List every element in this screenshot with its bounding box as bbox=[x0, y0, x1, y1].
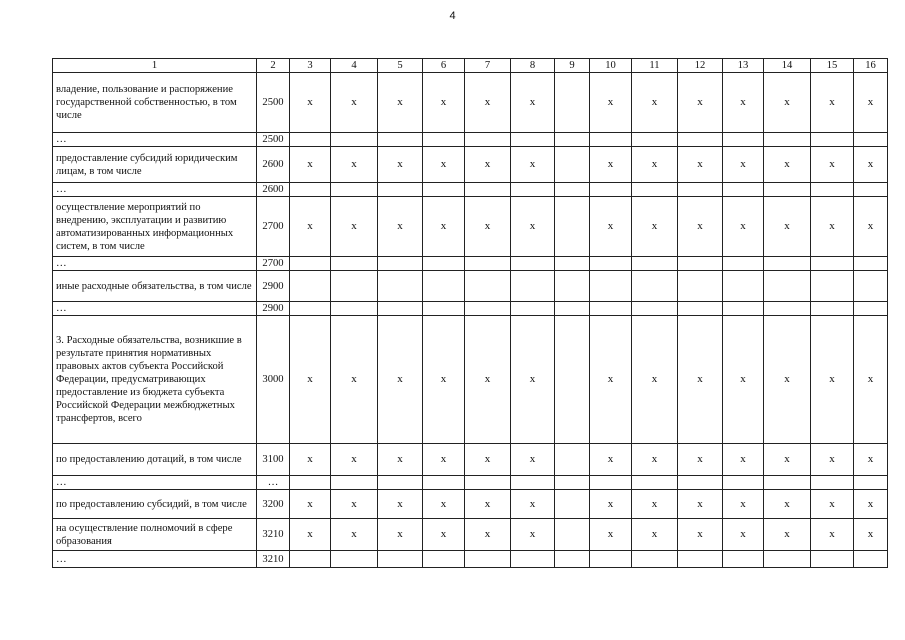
table-cell: x bbox=[423, 73, 465, 133]
table-cell bbox=[811, 476, 854, 490]
table-cell: x bbox=[764, 197, 811, 257]
table-cell bbox=[290, 133, 331, 147]
table-cell bbox=[632, 271, 678, 302]
table-cell: x bbox=[678, 197, 723, 257]
table-cell: x bbox=[511, 444, 555, 476]
column-header: 14 bbox=[764, 59, 811, 73]
table-row bbox=[53, 73, 888, 133]
table-cell: x bbox=[854, 444, 888, 476]
table-cell: x bbox=[423, 519, 465, 551]
table-cell bbox=[723, 551, 764, 568]
table-cell: x bbox=[423, 490, 465, 519]
table-cell: x bbox=[811, 444, 854, 476]
table-cell bbox=[465, 476, 511, 490]
table-cell: x bbox=[378, 73, 423, 133]
table-cell bbox=[290, 302, 331, 316]
table-cell: x bbox=[854, 147, 888, 183]
table-cell bbox=[511, 551, 555, 568]
table-cell: x bbox=[590, 444, 632, 476]
table-cell: x bbox=[465, 519, 511, 551]
table-row bbox=[53, 302, 888, 316]
table-cell: x bbox=[811, 490, 854, 519]
column-header: 6 bbox=[423, 59, 465, 73]
table-cell bbox=[764, 302, 811, 316]
table-cell bbox=[555, 444, 590, 476]
table-cell bbox=[764, 183, 811, 197]
table-cell: x bbox=[378, 444, 423, 476]
row-label: 3. Расходные обязательства, возникшие в результате принятия нормативных правовых актов субъекта Российской Федерации, предусматривающих предоставление из бюджета субъекта Российской Федерации межбюджетных трансфертов, всего bbox=[53, 316, 257, 444]
row-label: … bbox=[53, 302, 257, 316]
table-cell bbox=[678, 551, 723, 568]
row-label: предоставление субсидий юридическим лицам, в том числе bbox=[53, 147, 257, 183]
table-cell bbox=[811, 133, 854, 147]
table-cell: x bbox=[590, 197, 632, 257]
table-cell: x bbox=[590, 73, 632, 133]
row-label: владение, пользование и распоряжение государственной собственностью, в том числе bbox=[53, 73, 257, 133]
table-cell: x bbox=[632, 197, 678, 257]
table-cell: x bbox=[811, 519, 854, 551]
table-cell bbox=[764, 476, 811, 490]
table-cell bbox=[331, 302, 378, 316]
table-cell bbox=[423, 271, 465, 302]
table-cell: x bbox=[290, 490, 331, 519]
table-cell: x bbox=[423, 316, 465, 444]
table-cell: x bbox=[678, 519, 723, 551]
table-cell: x bbox=[331, 197, 378, 257]
table-cell: x bbox=[331, 519, 378, 551]
row-label: осуществление мероприятий по внедрению, эксплуатации и развитию автоматизированных информационных систем, в том числе bbox=[53, 197, 257, 257]
table-cell bbox=[555, 197, 590, 257]
table-cell: x bbox=[511, 519, 555, 551]
table-cell: x bbox=[511, 73, 555, 133]
table-cell bbox=[423, 183, 465, 197]
row-code: 2500 bbox=[257, 133, 290, 147]
table-cell bbox=[811, 257, 854, 271]
table-cell bbox=[678, 271, 723, 302]
row-label: … bbox=[53, 476, 257, 490]
table-cell bbox=[632, 183, 678, 197]
table-cell bbox=[511, 271, 555, 302]
table-cell bbox=[678, 257, 723, 271]
table-cell: x bbox=[632, 490, 678, 519]
column-header: 2 bbox=[257, 59, 290, 73]
table-cell bbox=[590, 551, 632, 568]
table-cell bbox=[331, 271, 378, 302]
table-cell bbox=[555, 302, 590, 316]
table-cell bbox=[378, 133, 423, 147]
table-row bbox=[53, 316, 888, 444]
table-cell bbox=[590, 257, 632, 271]
table-cell: x bbox=[678, 316, 723, 444]
table-row bbox=[53, 147, 888, 183]
table-cell bbox=[678, 302, 723, 316]
table-cell: x bbox=[764, 73, 811, 133]
table-cell bbox=[331, 183, 378, 197]
table-cell bbox=[854, 271, 888, 302]
table-cell bbox=[555, 73, 590, 133]
table-cell: x bbox=[465, 197, 511, 257]
column-header: 4 bbox=[331, 59, 378, 73]
table-cell bbox=[811, 302, 854, 316]
table-cell bbox=[290, 551, 331, 568]
table-cell: x bbox=[423, 197, 465, 257]
table-cell: x bbox=[465, 316, 511, 444]
table-cell: x bbox=[723, 147, 764, 183]
table-cell: x bbox=[465, 444, 511, 476]
table-cell: x bbox=[632, 519, 678, 551]
table-cell: x bbox=[854, 197, 888, 257]
table-cell bbox=[511, 183, 555, 197]
table-cell: x bbox=[723, 444, 764, 476]
column-header: 10 bbox=[590, 59, 632, 73]
table-cell bbox=[555, 476, 590, 490]
row-code: 3200 bbox=[257, 490, 290, 519]
table-cell: x bbox=[632, 444, 678, 476]
table-cell bbox=[465, 302, 511, 316]
table-cell: x bbox=[811, 147, 854, 183]
table-cell bbox=[590, 302, 632, 316]
table-cell bbox=[290, 257, 331, 271]
table-cell: x bbox=[378, 316, 423, 444]
table-row bbox=[53, 519, 888, 551]
table-cell bbox=[723, 302, 764, 316]
table-row bbox=[53, 271, 888, 302]
column-header: 7 bbox=[465, 59, 511, 73]
table-cell bbox=[290, 183, 331, 197]
table-cell bbox=[378, 476, 423, 490]
table-cell bbox=[854, 257, 888, 271]
row-label: на осуществление полномочий в сфере образования bbox=[53, 519, 257, 551]
table-cell bbox=[423, 476, 465, 490]
column-header: 11 bbox=[632, 59, 678, 73]
table-cell bbox=[423, 257, 465, 271]
column-header: 3 bbox=[290, 59, 331, 73]
table-cell: x bbox=[854, 73, 888, 133]
table-cell bbox=[854, 476, 888, 490]
table-cell: x bbox=[331, 316, 378, 444]
table-row bbox=[53, 490, 888, 519]
table-cell: x bbox=[511, 316, 555, 444]
table-cell bbox=[764, 257, 811, 271]
table-cell bbox=[854, 551, 888, 568]
row-label: иные расходные обязательства, в том числе bbox=[53, 271, 257, 302]
table-cell bbox=[511, 133, 555, 147]
table-cell bbox=[465, 133, 511, 147]
table-cell: x bbox=[723, 316, 764, 444]
table-cell bbox=[632, 302, 678, 316]
table-cell: x bbox=[290, 519, 331, 551]
table-cell bbox=[723, 133, 764, 147]
table-cell: x bbox=[378, 197, 423, 257]
table-cell bbox=[555, 519, 590, 551]
table-cell bbox=[854, 183, 888, 197]
table-cell bbox=[555, 490, 590, 519]
table-cell bbox=[764, 271, 811, 302]
column-header: 16 bbox=[854, 59, 888, 73]
table-cell: x bbox=[378, 147, 423, 183]
table-cell bbox=[331, 551, 378, 568]
table-cell: x bbox=[290, 197, 331, 257]
table-cell bbox=[854, 133, 888, 147]
table-cell bbox=[811, 183, 854, 197]
table-cell: x bbox=[854, 490, 888, 519]
column-header: 13 bbox=[723, 59, 764, 73]
table-cell bbox=[723, 183, 764, 197]
table-row bbox=[53, 183, 888, 197]
table-cell bbox=[331, 476, 378, 490]
table-cell bbox=[511, 257, 555, 271]
column-header: 8 bbox=[511, 59, 555, 73]
table-cell bbox=[555, 316, 590, 444]
page-number: 4 bbox=[449, 10, 456, 22]
row-code: 2500 bbox=[257, 73, 290, 133]
table-cell bbox=[632, 133, 678, 147]
table-cell bbox=[378, 551, 423, 568]
table-cell: x bbox=[811, 197, 854, 257]
row-label: … bbox=[53, 257, 257, 271]
table-cell bbox=[465, 271, 511, 302]
table-row bbox=[53, 444, 888, 476]
table-cell bbox=[290, 476, 331, 490]
table-cell bbox=[590, 133, 632, 147]
row-code: 3100 bbox=[257, 444, 290, 476]
table-cell bbox=[331, 257, 378, 271]
table-cell bbox=[423, 302, 465, 316]
table-cell: x bbox=[764, 444, 811, 476]
table-cell: x bbox=[511, 147, 555, 183]
table-cell: x bbox=[378, 490, 423, 519]
table-cell: x bbox=[590, 490, 632, 519]
table-cell bbox=[290, 271, 331, 302]
table-cell bbox=[423, 551, 465, 568]
table-cell: x bbox=[465, 73, 511, 133]
table-cell: x bbox=[290, 147, 331, 183]
column-number-row bbox=[53, 59, 888, 73]
table-cell: x bbox=[590, 519, 632, 551]
row-code: 3210 bbox=[257, 519, 290, 551]
table-cell: x bbox=[632, 316, 678, 444]
table-cell bbox=[465, 551, 511, 568]
table-cell: x bbox=[511, 197, 555, 257]
row-code: 2600 bbox=[257, 147, 290, 183]
table-cell: x bbox=[723, 490, 764, 519]
table-cell bbox=[423, 133, 465, 147]
table-cell bbox=[723, 476, 764, 490]
table-cell bbox=[678, 476, 723, 490]
table-cell bbox=[678, 183, 723, 197]
table-cell: x bbox=[511, 490, 555, 519]
expenditure-obligations-table bbox=[52, 58, 888, 568]
table-cell: x bbox=[723, 197, 764, 257]
row-label: … bbox=[53, 133, 257, 147]
table-cell bbox=[511, 476, 555, 490]
row-code: 2900 bbox=[257, 302, 290, 316]
table-cell: x bbox=[678, 73, 723, 133]
table-cell bbox=[378, 183, 423, 197]
table-cell bbox=[723, 257, 764, 271]
table-cell: x bbox=[811, 73, 854, 133]
row-label: … bbox=[53, 183, 257, 197]
row-label: по предоставлению дотаций, в том числе bbox=[53, 444, 257, 476]
table-cell: x bbox=[632, 73, 678, 133]
table-cell bbox=[555, 147, 590, 183]
table-cell bbox=[590, 183, 632, 197]
table-cell bbox=[465, 183, 511, 197]
table-cell bbox=[854, 302, 888, 316]
table-cell: x bbox=[678, 147, 723, 183]
table-cell bbox=[555, 271, 590, 302]
table-cell: x bbox=[423, 444, 465, 476]
table-cell bbox=[555, 133, 590, 147]
table-cell: x bbox=[723, 73, 764, 133]
row-code: 2700 bbox=[257, 257, 290, 271]
table-cell: x bbox=[811, 316, 854, 444]
table-cell bbox=[764, 133, 811, 147]
table-row bbox=[53, 257, 888, 271]
column-header: 12 bbox=[678, 59, 723, 73]
table-cell bbox=[331, 133, 378, 147]
row-label: по предоставлению субсидий, в том числе bbox=[53, 490, 257, 519]
table-cell: x bbox=[331, 490, 378, 519]
table-cell bbox=[555, 183, 590, 197]
column-header: 9 bbox=[555, 59, 590, 73]
table-body bbox=[53, 73, 888, 568]
table-cell bbox=[632, 476, 678, 490]
table-row bbox=[53, 476, 888, 490]
row-code: 2900 bbox=[257, 271, 290, 302]
table-cell: x bbox=[854, 316, 888, 444]
table-cell: x bbox=[678, 490, 723, 519]
table-cell: x bbox=[378, 519, 423, 551]
table-cell: x bbox=[290, 444, 331, 476]
row-code: 3210 bbox=[257, 551, 290, 568]
table-cell bbox=[632, 551, 678, 568]
table-cell: x bbox=[632, 147, 678, 183]
table-cell: x bbox=[764, 490, 811, 519]
table-cell: x bbox=[331, 147, 378, 183]
table-cell bbox=[378, 257, 423, 271]
table-cell bbox=[811, 551, 854, 568]
table-cell bbox=[632, 257, 678, 271]
table-cell: x bbox=[764, 316, 811, 444]
table-cell: x bbox=[723, 519, 764, 551]
table-cell: x bbox=[423, 147, 465, 183]
row-code: … bbox=[257, 476, 290, 490]
table-cell bbox=[590, 271, 632, 302]
table-row bbox=[53, 133, 888, 147]
table-cell bbox=[555, 257, 590, 271]
column-header: 5 bbox=[378, 59, 423, 73]
table-row bbox=[53, 197, 888, 257]
table-cell: x bbox=[764, 147, 811, 183]
table-cell bbox=[555, 551, 590, 568]
row-code: 2700 bbox=[257, 197, 290, 257]
table-cell bbox=[378, 271, 423, 302]
table-cell: x bbox=[331, 73, 378, 133]
row-code: 3000 bbox=[257, 316, 290, 444]
row-label: … bbox=[53, 551, 257, 568]
table-cell: x bbox=[331, 444, 378, 476]
table-cell: x bbox=[854, 519, 888, 551]
table-cell: x bbox=[590, 316, 632, 444]
table-cell bbox=[723, 271, 764, 302]
table-cell: x bbox=[465, 490, 511, 519]
table-cell bbox=[811, 271, 854, 302]
column-header: 1 bbox=[53, 59, 257, 73]
table-cell: x bbox=[590, 147, 632, 183]
table-cell: x bbox=[678, 444, 723, 476]
table-cell bbox=[511, 302, 555, 316]
table-cell: x bbox=[290, 316, 331, 444]
table-cell: x bbox=[290, 73, 331, 133]
table-cell bbox=[590, 476, 632, 490]
column-header: 15 bbox=[811, 59, 854, 73]
table-cell: x bbox=[465, 147, 511, 183]
table-cell bbox=[678, 133, 723, 147]
table-cell bbox=[378, 302, 423, 316]
table-cell: x bbox=[764, 519, 811, 551]
table-row bbox=[53, 551, 888, 568]
row-code: 2600 bbox=[257, 183, 290, 197]
table-cell bbox=[764, 551, 811, 568]
table-cell bbox=[465, 257, 511, 271]
